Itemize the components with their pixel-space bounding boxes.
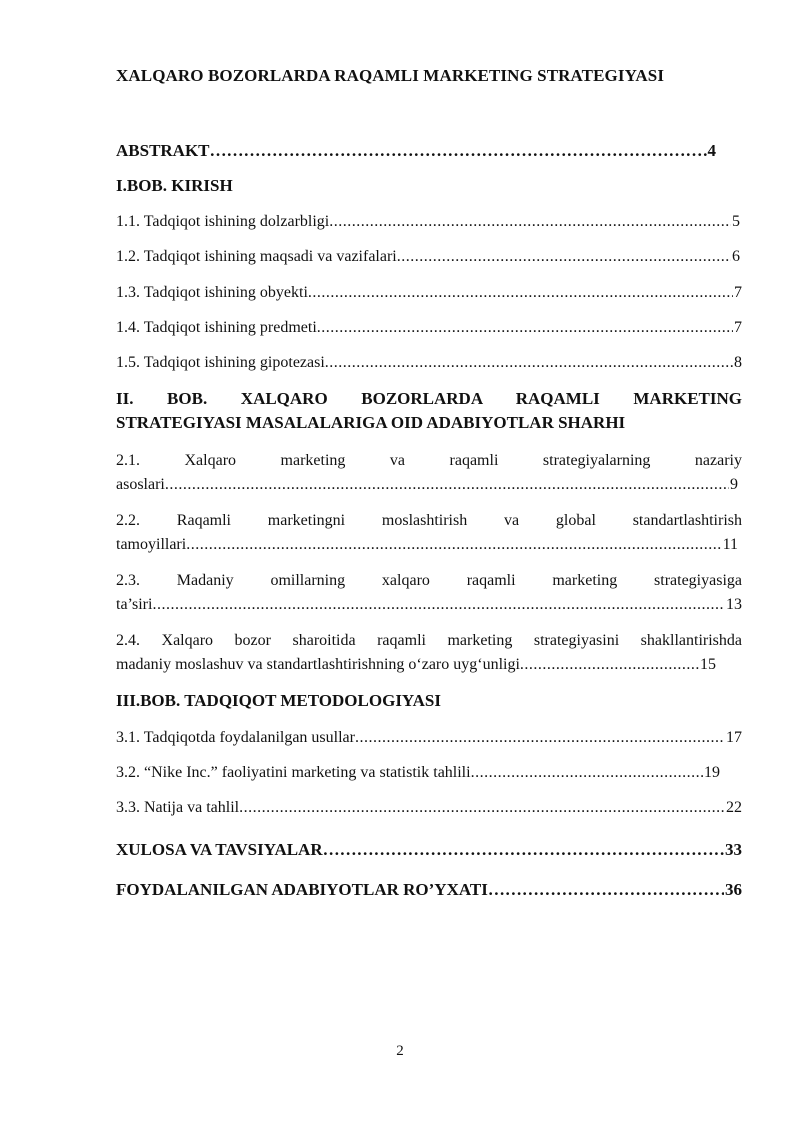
toc-page-number: 7: [734, 319, 742, 336]
chapter3-heading: III.BOB. TADQIQOT METODOLOGIYASI: [116, 691, 441, 710]
toc-entry-label-line2: ta’siri: [116, 596, 153, 613]
toc-entry-2-2[interactable]: [116, 509, 742, 557]
toc-entry-label-line1: 2.2. Raqamli marketingni moslashtirish va global standartlashtirish: [116, 512, 742, 529]
toc-entry-1-1[interactable]: [116, 210, 740, 234]
toc-entry-label-line1: 2.4. Xalqaro bozor sharoitida raqamli marketing strategiyasini shakllantirishda: [116, 632, 742, 649]
toc-page-number: 15: [700, 656, 716, 673]
toc-entry-label: 3.3. Natija va tahlil: [116, 799, 240, 816]
toc-entry-label: XULOSA VA TAVSIYALAR: [116, 840, 323, 859]
toc-entry-2-3[interactable]: [116, 569, 742, 617]
toc-page-number: 36: [725, 880, 742, 899]
toc-page-number: 17: [726, 729, 742, 746]
toc-leader: [471, 761, 703, 785]
toc-entry-1-3[interactable]: [116, 281, 742, 305]
toc-page-number: 33: [725, 840, 742, 859]
toc-page-number: 8: [734, 354, 742, 371]
toc-page-number: 22: [726, 799, 742, 816]
toc-leader: [239, 796, 725, 820]
toc-leader: [210, 139, 707, 163]
toc-leader: [152, 593, 725, 617]
toc-entry-adabiyotlar[interactable]: [116, 878, 742, 902]
toc-leader: [308, 281, 733, 305]
page-number: 2: [396, 1043, 404, 1059]
chapter2-heading-line2: STRATEGIYASI MASALALARIGA OID ADABIYOTLAR SHARHI: [116, 413, 626, 432]
toc-entry-label: 1.1. Tadqiqot ishining dolzarbligi: [116, 213, 330, 230]
toc-entry-label: 1.2. Tadqiqot ishining maqsadi va vazifalari: [116, 248, 397, 265]
toc-leader: [317, 316, 733, 340]
toc-page-number: 4: [707, 141, 716, 160]
toc-leader: [186, 533, 721, 557]
toc-entry-label: FOYDALANILGAN ADABIYOTLAR RO’YXATI: [116, 880, 488, 899]
toc-page-number: 11: [722, 536, 738, 553]
toc-entry-label: 1.5. Tadqiqot ishining gipotezasi: [116, 354, 325, 371]
toc-entry-label-line2: tamoyillari: [116, 536, 187, 553]
toc-entry-3-1[interactable]: [116, 726, 742, 750]
toc-leader: [520, 653, 699, 677]
toc-entry-1-5[interactable]: [116, 351, 742, 375]
toc-entry-label: ABSTRAKT: [116, 141, 210, 160]
toc-leader: [329, 210, 731, 234]
toc-leader: [488, 878, 724, 902]
toc-entry-label-line2: madaniy moslashuv va standartlashtirishning o‘zaro uyg‘unligi: [116, 656, 520, 673]
toc-page-number: 7: [734, 284, 742, 301]
toc-page-number: 6: [732, 248, 740, 265]
toc-entry-1-2[interactable]: [116, 245, 740, 269]
toc-leader: [323, 838, 724, 862]
toc-entry-3-2[interactable]: [116, 761, 720, 785]
chapter2-heading: [116, 387, 742, 435]
toc-entry-label-line1: 2.3. Madaniy omillarning xalqaro raqamli marketing strategiyasiga: [116, 572, 742, 589]
toc-entry-label-line1: 2.1. Xalqaro marketing va raqamli strategiyalarning nazariy: [116, 452, 742, 469]
toc-entry-1-4[interactable]: [116, 316, 742, 340]
toc-entry-xulosa[interactable]: [116, 838, 742, 862]
toc-leader: [165, 473, 729, 497]
toc-entry-2-4[interactable]: [116, 629, 742, 677]
toc-page-number: 13: [726, 596, 742, 613]
toc-entry-abstrakt[interactable]: [116, 139, 716, 163]
toc-page-number: 9: [730, 476, 738, 493]
toc-entry-label-line2: asoslari: [116, 476, 165, 493]
document-title: XALQARO BOZORLARDA RAQAMLI MARKETING STRATEGIYASI: [116, 66, 665, 85]
toc-entry-label: 3.2. “Nike Inc.” faoliyatini marketing va statistik tahlili: [116, 764, 471, 781]
toc-entry-3-3[interactable]: [116, 796, 742, 820]
toc-page-number: 19: [704, 764, 720, 781]
toc-page-number: 5: [732, 213, 740, 230]
chapter2-heading-line1: II. BOB. XALQARO BOZORLARDA RAQAMLI MARKETING: [116, 389, 742, 408]
toc-leader: [325, 351, 733, 375]
toc-entry-label: 1.4. Tadqiqot ishining predmeti: [116, 319, 317, 336]
toc-entry-2-1[interactable]: [116, 449, 742, 497]
toc-leader: [397, 245, 731, 269]
toc-leader: [355, 726, 725, 750]
toc-entry-label: 3.1. Tadqiqotda foydalanilgan usullar: [116, 729, 355, 746]
toc-entry-label: 1.3. Tadqiqot ishining obyekti: [116, 284, 308, 301]
chapter1-heading: I.BOB. KIRISH: [116, 176, 233, 195]
